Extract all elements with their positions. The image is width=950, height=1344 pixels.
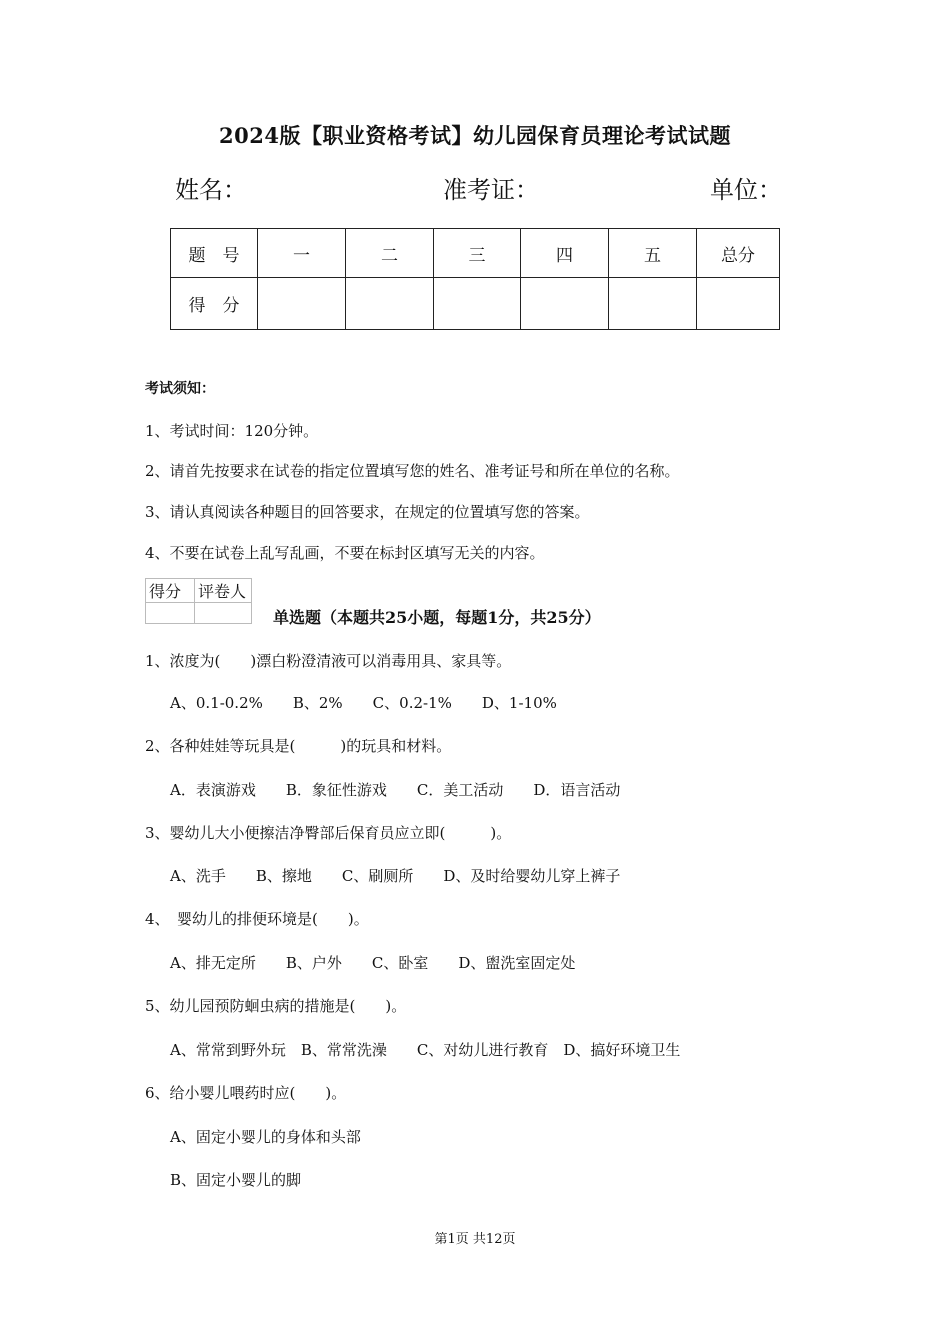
section-heading: 单选题（本题共25小题，每题1分，共25分） — [273, 608, 601, 627]
header-cell-5: 五 — [609, 229, 697, 278]
notice-title: 考试须知： — [145, 381, 215, 397]
notice-item: 2、请首先按要求在试卷的指定位置填写您的姓名、准考证号和所在单位的名称。 — [145, 462, 680, 480]
header-cell-3: 三 — [434, 229, 521, 278]
score-table-header-row — [171, 229, 780, 278]
question-6: 6、给小婴儿喂药时应( )。 — [145, 1084, 347, 1102]
question-6-option-b: B、固定小婴儿的脚 — [170, 1171, 302, 1189]
header-cell-1: 一 — [258, 229, 346, 278]
score-cell-2[interactable] — [346, 278, 434, 330]
score-cell-1[interactable] — [258, 278, 346, 330]
notice-item: 3、请认真阅读各种题目的回答要求，在规定的位置填写您的答案。 — [145, 503, 590, 521]
score-cell-5[interactable] — [609, 278, 697, 330]
question-2: 2、各种娃娃等玩具是( )的玩具和材料。 — [145, 737, 452, 755]
header-cell-total: 总分 — [697, 229, 780, 278]
question-2-options: A．表演游戏 B．象征性游戏 C．美工活动 D．语言活动 — [170, 781, 621, 799]
question-4-options: A、排无定所 B、户外 C、卧室 D、盥洗室固定处 — [170, 954, 576, 972]
question-1: 1、浓度为( )漂白粉澄清液可以消毒用具、家具等。 — [145, 652, 512, 670]
exam-number-field-label: 准考证： — [443, 176, 539, 204]
question-5: 5、幼儿园预防蛔虫病的措施是( )。 — [145, 997, 407, 1015]
exam-title: 2024版【职业资格考试】幼儿园保育员理论考试试题 — [219, 123, 731, 148]
candidate-fields — [0, 170, 950, 206]
unit-field-label: 单位： — [710, 176, 782, 204]
score-row-label: 得 分 — [171, 278, 258, 330]
grader-reviewer-cell[interactable] — [195, 603, 252, 624]
name-field-label: 姓名： — [175, 176, 247, 204]
grader-score-label: 得分 — [146, 579, 195, 603]
grader-box — [145, 578, 252, 624]
question-3-options: A、洗手 B、擦地 C、刷厕所 D、及时给婴幼儿穿上裤子 — [170, 867, 621, 885]
question-5-options: A、常常到野外玩 B、常常洗澡 C、对幼儿进行教育 D、搞好环境卫生 — [170, 1041, 681, 1059]
grader-reviewer-label: 评卷人 — [195, 579, 252, 603]
page-footer: 第1页 共12页 — [434, 1232, 516, 1247]
notice-item: 4、不要在试卷上乱写乱画，不要在标封区填写无关的内容。 — [145, 544, 545, 562]
question-1-options: A、0.1-0.2% B、2% C、0.2-1% D、1-10% — [170, 694, 557, 712]
score-cell-3[interactable] — [434, 278, 521, 330]
header-cell-2: 二 — [346, 229, 434, 278]
header-cell-question-number: 题 号 — [171, 229, 258, 278]
question-4: 4、 婴幼儿的排便环境是( )。 — [145, 910, 369, 928]
score-cell-4[interactable] — [521, 278, 609, 330]
score-cell-total[interactable] — [697, 278, 780, 330]
notice-item: 1、考试时间：120分钟。 — [145, 422, 319, 440]
question-3: 3、婴幼儿大小便擦洁净臀部后保育员应立即( )。 — [145, 824, 512, 842]
score-table — [170, 228, 780, 330]
question-6-option-a: A、固定小婴儿的身体和头部 — [170, 1128, 361, 1146]
grader-score-cell[interactable] — [146, 603, 195, 624]
header-cell-4: 四 — [521, 229, 609, 278]
score-table-score-row — [171, 278, 780, 330]
